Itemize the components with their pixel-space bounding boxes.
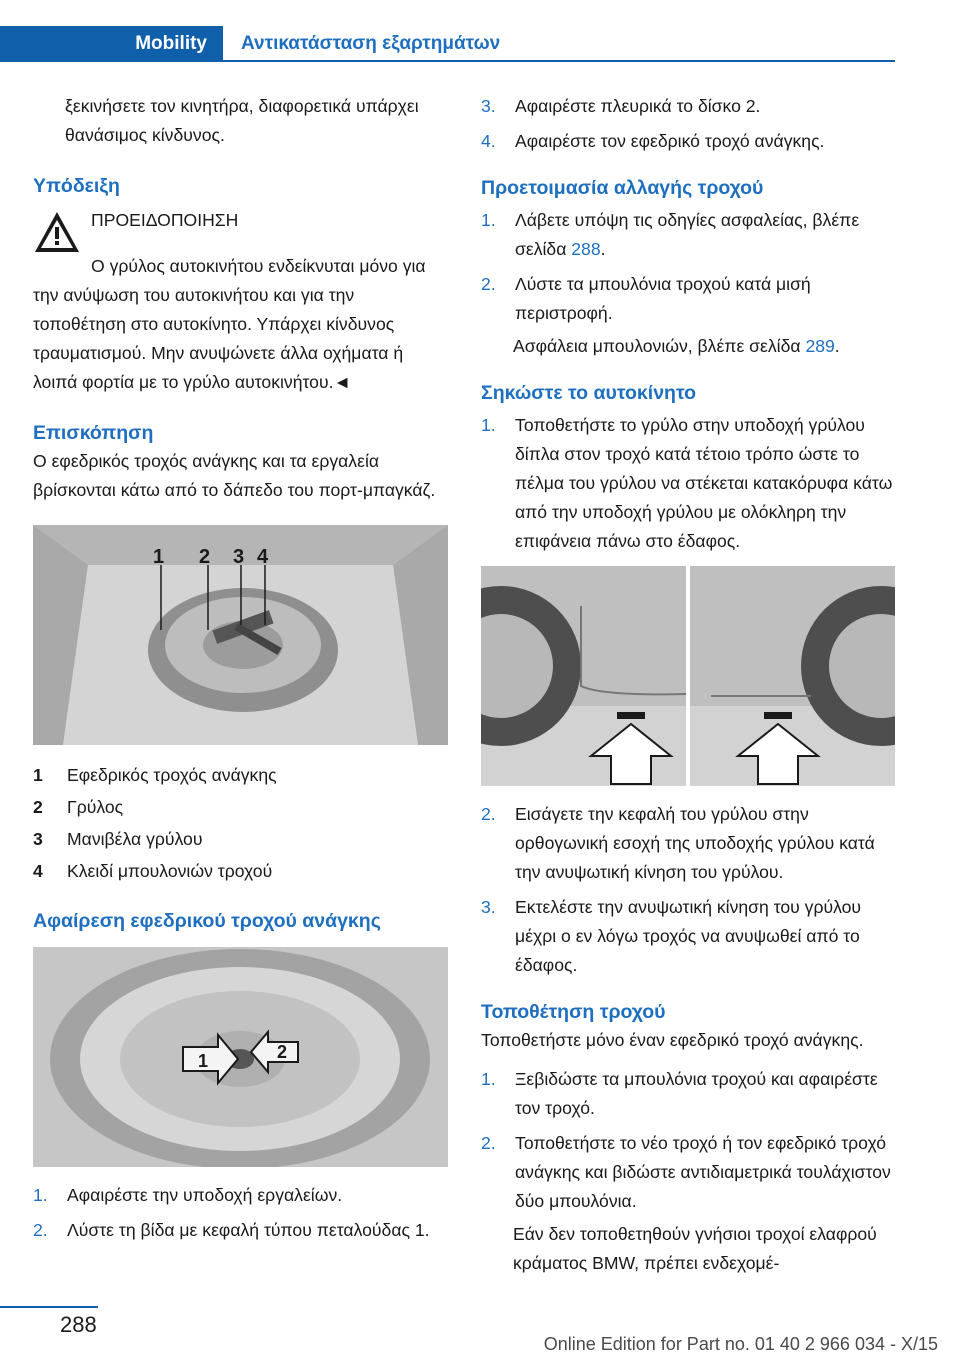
- spare-wheel-illustration: [33, 947, 448, 1167]
- prep-heading: Προετοιμασία αλλαγής τροχού: [481, 177, 764, 199]
- left-column: [33, 92, 448, 1251]
- mount-steps: [481, 1065, 895, 1216]
- lock-bolt-note: Ασφάλεια μπουλονιών, βλέπε σελίδα 289.: [513, 336, 840, 356]
- removal-heading: Αφαίρεση εφεδρικού τροχού ανάγκης: [33, 910, 381, 932]
- trunk-figure: [33, 525, 448, 745]
- list-item: 2. Λύστε τα μπουλόνια τροχού κατά μισή περιστροφή.: [481, 274, 811, 323]
- list-item: 3. Εκτελέστε την ανυψωτική κίνηση του γρύλου μέχρι ο εν λόγω τροχός να ανυψωθεί από το έδαφος.: [481, 897, 862, 975]
- legend-item: 2 Γρύλος: [33, 797, 124, 817]
- fig1-label-3: 3: [233, 546, 245, 568]
- jacking-points-figure: [481, 566, 895, 786]
- footer-rule: [0, 1306, 98, 1308]
- chapter-tab: Mobility: [0, 26, 223, 62]
- legend-item: 3 Μανιβέλα γρύλου: [33, 829, 203, 849]
- list-item: 2. Τοποθετήστε το νέο τροχό ή τον εφεδρικό τροχό ανάγκης και βιδώστε αντιδιαμετρικά τουλάχιστον δύο μπουλόνια.: [481, 1133, 891, 1211]
- overview-heading: Επισκόπηση: [33, 422, 154, 444]
- fig1-label-4: 4: [257, 546, 269, 568]
- fig2-label-2: 2: [277, 1042, 288, 1062]
- warning-label: ΠΡΟΕΙΔΟΠΟΙΗΣΗ: [91, 210, 239, 230]
- spare-wheel-figure: [33, 947, 448, 1167]
- mount-text: Τοποθετήστε μόνο έναν εφεδρικό τροχό ανάγκης.: [481, 1030, 864, 1050]
- legend-item: 4 Κλειδί μπουλονιών τροχού: [33, 861, 273, 881]
- warning-triangle-icon: [33, 210, 81, 254]
- page-header: [0, 0, 960, 62]
- note-heading: Υπόδειξη: [33, 175, 120, 197]
- online-edition-text: Online Edition for Part no. 01 40 2 966 034 - X/15: [543, 1334, 938, 1354]
- list-item: 2. Εισάγετε την κεφαλή του γρύλου στην ορθογωνική εσοχή της υποδοχής γρύλου κατά την ανυψωτική κίνηση του γρύλου.: [481, 804, 875, 882]
- list-item: 1. Λάβετε υπόψη τις οδηγίες ασφαλείας, βλέπε σελίδα 288.: [481, 210, 860, 259]
- fig2-label-1: 1: [198, 1051, 209, 1071]
- prep-steps: [481, 206, 895, 328]
- jack-steps: [481, 411, 895, 556]
- list-item: 4. Αφαιρέστε τον εφεδρικό τροχό ανάγκης.: [481, 131, 825, 151]
- overview-text: Ο εφεδρικός τροχός ανάγκης και τα εργαλεία βρίσκονται κάτω από το δάπεδο του πορτ-μπαγκάζ.: [33, 451, 436, 500]
- warning-block: [33, 206, 448, 254]
- legend-list: [33, 759, 448, 887]
- legend-item: 1 Εφεδρικός τροχός ανάγκης: [33, 765, 277, 785]
- removal-steps-continued: [481, 92, 895, 156]
- section-tab: Αντικατάσταση εξαρτημάτων: [241, 33, 501, 54]
- removal-steps: [33, 1181, 448, 1245]
- warning-text: Ο γρύλος αυτοκινήτου ενδείκνυται μόνο για την ανύψωση του αυτοκινήτου και για την τοποθέτηση στο αυτοκίνητο. Υπάρχει κίνδυνος τραυματισμού. Μην ανυψώνετε άλλα οχήματα ή λοιπά φορτία με το γρύλο αυτοκινήτου.◄: [33, 256, 426, 392]
- jack-heading: Σηκώστε το αυτοκίνητο: [481, 382, 697, 404]
- intro-text: ξεκινήσετε τον κινητήρα, διαφορετικά υπάρχει θανάσιμος κίνδυνος.: [65, 96, 419, 145]
- right-column: [481, 92, 895, 1278]
- list-item: 3. Αφαιρέστε πλευρικά το δίσκο 2.: [481, 96, 761, 116]
- list-item: 2. Λύστε τη βίδα με κεφαλή τύπου πεταλούδας 1.: [33, 1220, 430, 1240]
- fig1-label-1: 1: [153, 546, 165, 568]
- page-link[interactable]: 289: [805, 336, 835, 356]
- mount-extra-text: Εάν δεν τοποθετηθούν γνήσιοι τροχοί ελαφρού κράματος BMW, πρέπει ενδεχομέ-: [513, 1224, 877, 1273]
- mount-heading: Τοποθέτηση τροχού: [481, 1001, 666, 1023]
- list-item: 1. Αφαιρέστε την υποδοχή εργαλείων.: [33, 1185, 343, 1205]
- jack-steps-continued: [481, 800, 895, 980]
- fig1-label-2: 2: [199, 546, 211, 568]
- trunk-illustration: [33, 525, 448, 745]
- page-number: 288: [60, 1312, 97, 1337]
- jacking-points-illustration: [481, 566, 895, 786]
- list-item: 1. Ξεβιδώστε τα μπουλόνια τροχού και αφαιρέστε τον τροχό.: [481, 1069, 878, 1118]
- header-rule: [223, 60, 895, 62]
- page-link[interactable]: 288: [571, 239, 601, 259]
- list-item: 1. Τοποθετήστε το γρύλο στην υποδοχή γρύλου δίπλα στον τροχό κατά τέτοιο τρόπο ώστε το πέλμα του γρύλου να στέκεται κατακόρυφα κάτω από την υποδοχή γρύλου με ολόκληρη την επιφάνεια πάνω στο έδαφος.: [481, 415, 893, 551]
